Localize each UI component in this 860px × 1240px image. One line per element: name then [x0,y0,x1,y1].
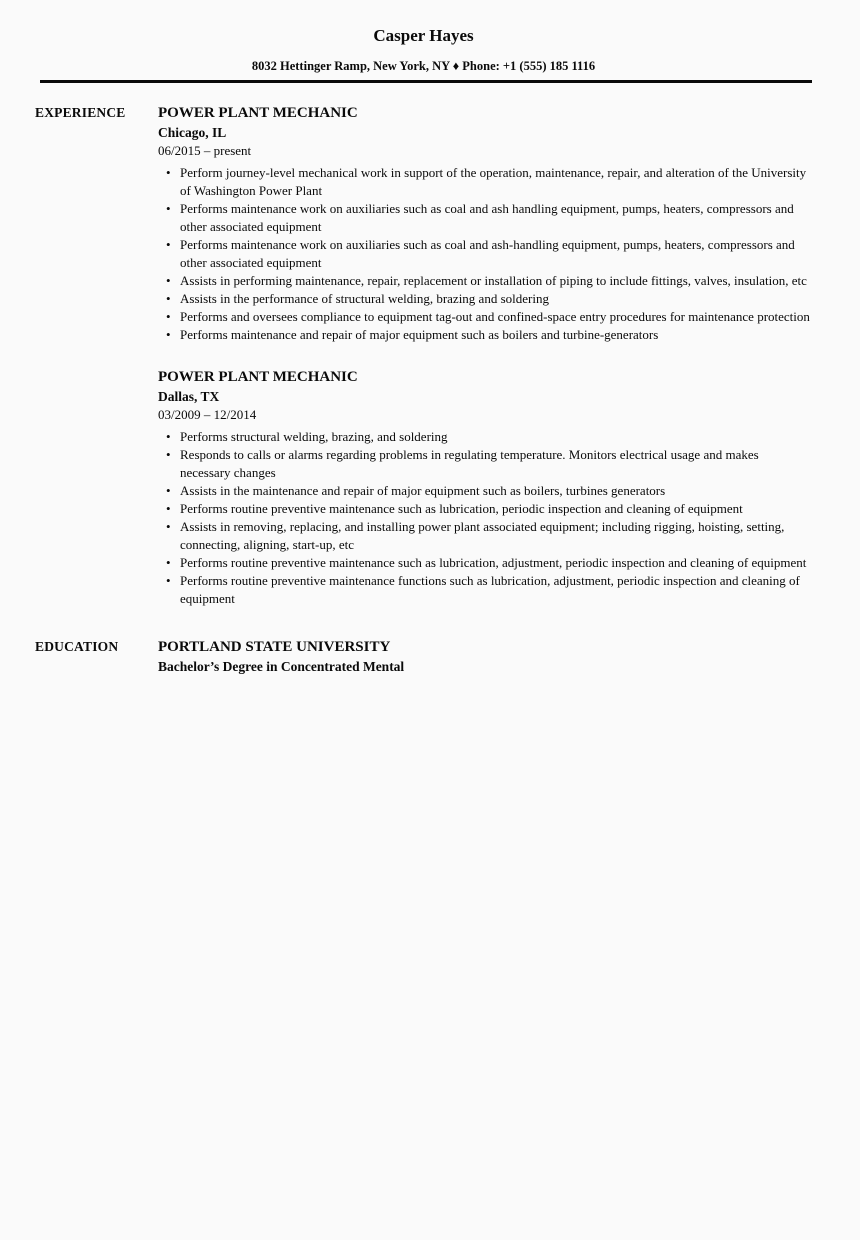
header-divider [40,80,812,83]
job-entry-1 [158,104,812,344]
job-bullet: • Performs and oversees compliance to equipment tag-out and confined-space entry procedures for maintenance protection [166,308,812,326]
job-bullet: • Assists in performing maintenance, repair, replacement or installation of piping to include fittings, valves, insulation, etc [166,272,812,290]
job-bullet: • Performs routine preventive maintenance functions such as lubrication, adjustment, periodic inspection and cleaning of equipment [166,572,812,608]
job-bullet: • Assists in removing, replacing, and installing power plant associated equipment; including rigging, hoisting, setting, connecting, aligning, start-up, etc [166,518,812,554]
job-bullet: • Perform journey-level mechanical work in support of the operation, maintenance, repair, and alteration of the University of Washington Power Plant [166,164,812,200]
job-bullet: • Performs routine preventive maintenance such as lubrication, periodic inspection and cleaning of equipment [166,500,812,518]
job-bullet: • Assists in the maintenance and repair of major equipment such as boilers, turbines generators [166,482,812,500]
resume-header [35,26,812,74]
job-title: POWER PLANT MECHANIC [158,369,358,385]
education-content [158,638,812,677]
job-dates: 03/2009 – 12/2014 [158,407,257,422]
job-bullet: • Performs structural welding, brazing, and soldering [166,428,812,446]
job-title: POWER PLANT MECHANIC [158,105,358,121]
job-dates: 06/2015 – present [158,143,252,158]
resume-name: Casper Hayes [373,26,474,45]
section-label-education: EDUCATION [35,639,119,654]
job-location: Chicago, IL [158,125,227,140]
contact-line: 8032 Hettinger Ramp, New York, NY ♦ Phone: +1 (555) 185 1116 [251,59,596,73]
job-location: Dallas, TX [158,389,220,404]
job-entry-2 [158,368,812,608]
job-bullet-list [158,428,812,608]
experience-section [35,104,812,608]
experience-content [158,104,812,608]
job-bullet: • Performs routine preventive maintenance such as lubrication, adjustment, periodic inspection and cleaning of equipment [166,554,812,572]
job-bullet: • Responds to calls or alarms regarding problems in regulating temperature. Monitors electrical usage and makes necessary changes [166,446,812,482]
job-bullet: • Performs maintenance and repair of major equipment such as boilers and turbine-generators [166,326,812,344]
job-bullet: • Performs maintenance work on auxiliaries such as coal and ash-handling equipment, pumps, heaters, compressors and other associated equipment [166,236,812,272]
education-school: PORTLAND STATE UNIVERSITY [158,639,391,655]
section-label-experience: EXPERIENCE [35,105,126,120]
job-bullet: • Assists in the performance of structural welding, brazing and soldering [166,290,812,308]
education-degree: Bachelor’s Degree in Concentrated Mental [158,659,405,674]
job-bullet-list [158,164,812,344]
education-section [35,638,812,677]
job-bullet: • Performs maintenance work on auxiliaries such as coal and ash handling equipment, pumps, heaters, compressors and other associated equipment [166,200,812,236]
